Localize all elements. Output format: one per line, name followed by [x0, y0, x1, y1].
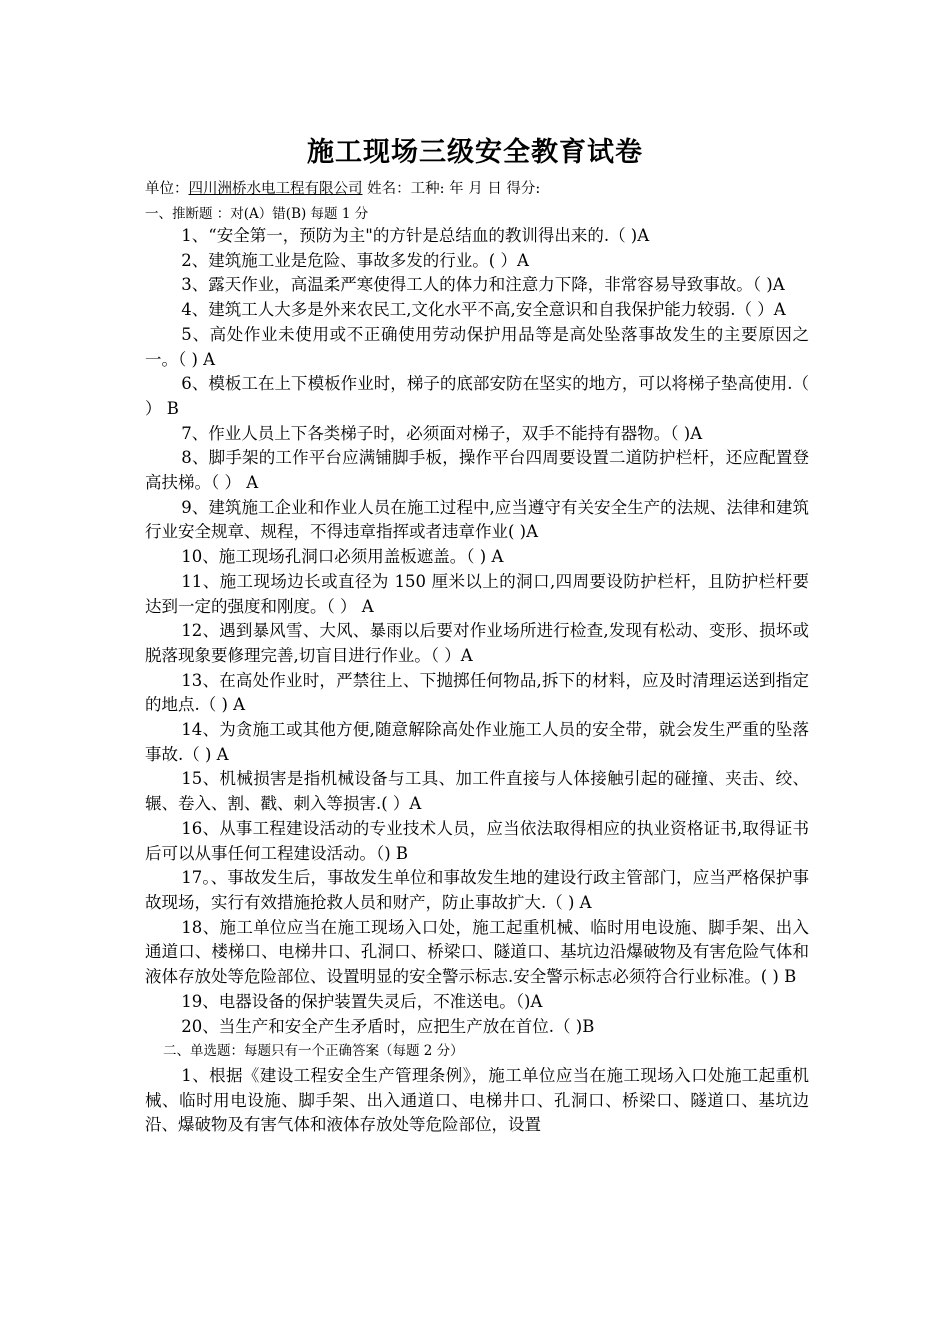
question-item: 18、施工单位应当在施工现场入口处，施工起重机械、临时用电设施、脚手架、出入通道口、楼梯口、电梯井口、孔洞口、桥梁口、隧道口、基坑边沿爆破物及有害危险气体和液体存放处等危险部位、设置明显的安全警示标志.安全警示标志必须符合行业标准。( ) B — [145, 917, 809, 987]
header-info — [145, 177, 540, 198]
section1-heading: 一、推断题 ：对(A）错(B) 每题 1 分 — [145, 206, 369, 222]
question-item: 1、“安全第一，预防为主"的方针是总结血的教训得出来的.（ )A — [181, 226, 650, 245]
question-item: 13、在高处作业时，严禁往上、下抛掷任何物品,拆下的材料，应及时清理运送到指定的地点.（ ) A — [145, 670, 809, 715]
question-item: 9、建筑施工企业和作业人员在施工过程中,应当遵守有关安全生产的法规、法律和建筑行业安全规章、规程，不得违章指挥或者违章作业( )A — [145, 497, 809, 542]
question-item: 15、机械损害是指机械设备与工具、加工件直接与人体接触引起的碰撞、夹击、绞、辗、卷入、割、戳、刺入等损害.( ）A — [145, 769, 809, 814]
question-item: 12、遇到暴风雪、大风、暴雨以后要对作业场所进行检查,发现有松动、变形、损坏或脱落现象要修理完善,切盲目进行作业。（ ）A — [145, 621, 809, 665]
question-item: 4、建筑工人大多是外来农民工,文化水平不高,安全意识和自我保护能力较弱.（ ）A — [181, 300, 786, 320]
question-item: 17。、事故发生后，事故发生单位和事故发生地的建设行政主管部门，应当严格保护事故现场，实行有效措施抢救人员和财产，防止事故扩大.（ ) A — [145, 868, 809, 912]
question-item: 10、施工现场孔洞口必须用盖板遮盖。（ ) A — [181, 547, 504, 567]
page-title: 施工现场三级安全教育试卷 — [307, 137, 643, 168]
question-item: 5、高处作业未使用或不正确使用劳动保护用品等是高处坠落事故发生的主要原因之一。（ ) A — [145, 324, 809, 369]
question-item: 19、电器设备的保护装置失灵后，不准送电。（)A — [181, 991, 543, 1011]
section2-heading: 二、单选题：每题只有一个正确答案（每题 2 分） — [163, 1043, 464, 1060]
header-fields: 姓名：工种: 年 月 日 得分: — [362, 181, 541, 197]
question-item: 8、脚手架的工作平台应满铺脚手板，操作平台四周要设置二道防护栏杆，还应配置登高扶梯。（ ） A — [145, 448, 809, 493]
question-body — [145, 224, 809, 1138]
question-item: 14、为贪施工或其他方便,随意解除高处作业施工人员的安全带，就会发生严重的坠落事故.（ ) A — [145, 720, 809, 764]
question-item: 11、施工现场边长或直径为 150 厘米以上的洞口,四周要设防护栏杆，且防护栏杆要达到一定的强度和刚度。（ ） A — [145, 571, 809, 616]
question-item: 16、从事工程建设活动的专业技术人员，应当依法取得相应的执业资格证书,取得证书后可以从事任何工程建设活动。（) B — [145, 818, 809, 863]
question-item: 3、露天作业，高温柔严寒使得工人的体力和注意力下降，非常容易导致事故。（ )A — [181, 275, 785, 295]
unit-label: 单位： — [145, 181, 189, 197]
question-item: 6、模板工在上下模板作业时，梯子的底部安防在坚实的地方，可以将梯子垫高使用.（ ） B — [145, 374, 809, 418]
mc-question-item: 1、根据《建设工程安全生产管理条例》，施工单位应当在施工现场入口处施工起重机械、临时用电设施、脚手架、出入通道口、电梯井口、孔洞口、桥梁口、隧道口、基坑边沿、爆破物及有害气体和液体存放处等危险部位，设置 — [145, 1065, 809, 1135]
question-item: 7、作业人员上下各类梯子时，必须面对梯子，双手不能持有器物。（ )A — [181, 423, 703, 443]
question-item: 20、当生产和安全产生矛盾时，应把生产放在首位.（ )B — [181, 1016, 595, 1036]
company-name: 四川洲桥水电工程有限公司 — [188, 181, 363, 197]
question-item: 2、建筑施工业是危险、事故多发的行业。( ）A — [181, 250, 529, 270]
